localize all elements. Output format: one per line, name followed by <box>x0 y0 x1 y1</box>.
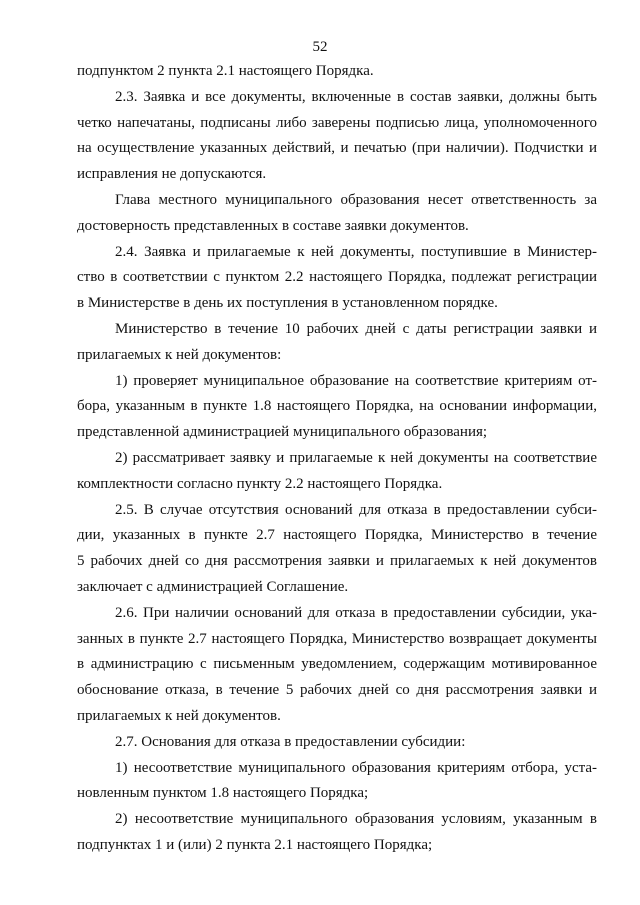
text-line: 1) проверяет муниципальное образование на соответствие критериям от- <box>115 372 597 389</box>
text-line: прилагаемых к ней документов: <box>77 346 282 363</box>
text-line: представленной администрацией муниципального образования; <box>77 424 488 441</box>
text-line: обоснование отказа, в течение 5 рабочих дней со дня рассмотрения заявки и <box>77 682 597 699</box>
text-line: дии, указанных в пункте 2.7 настоящего Порядка, Министерство в течение <box>77 527 597 544</box>
text-line: на осуществление указанных действий, и печатью (при наличии). Подчистки и <box>77 140 597 157</box>
text-line: 2.4. Заявка и прилагаемые к ней документы, поступившие в Министер- <box>115 243 597 260</box>
text-line: достоверность представленных в составе заявки документов. <box>77 217 469 234</box>
text-line: исправления не допускаются. <box>77 166 267 183</box>
document-body <box>77 59 597 859</box>
text-line: Глава местного муниципального образования несет ответственность за <box>115 191 597 208</box>
text-line: Министерство в течение 10 рабочих дней с даты регистрации заявки и <box>115 320 597 337</box>
text-line: ство в соответствии с пунктом 2.2 настоящего Порядка, подлежат регистрации <box>77 269 597 286</box>
text-line: 2.6. При наличии оснований для отказа в предоставлении субсидии, ука- <box>115 604 597 621</box>
text-line: новленным пунктом 1.8 настоящего Порядка; <box>77 785 369 802</box>
text-line: комплектности согласно пункту 2.2 настоящего Порядка. <box>77 475 443 492</box>
page-number: 52 <box>312 39 328 55</box>
text-line: 2.5. В случае отсутствия оснований для отказа в предоставлении субси- <box>115 501 597 518</box>
text-line: 2) несоответствие муниципального образования условиям, указанным в <box>115 811 597 828</box>
text-line: заключает с администрацией Соглашение. <box>77 578 349 595</box>
text-line: 1) несоответствие муниципального образования критериям отбора, уста- <box>115 759 597 776</box>
text-line: 2) рассматривает заявку и прилагаемые к ней документы на соответствие <box>115 449 597 466</box>
text-line: четко напечатаны, подписаны либо заверены подписью лица, уполномоченного <box>77 114 597 131</box>
text-line: 2.7. Основания для отказа в предоставлении субсидии: <box>115 733 466 750</box>
text-line: бора, указанным в пункте 1.8 настоящего Порядка, на основании информации, <box>77 398 597 415</box>
text-line: 2.3. Заявка и все документы, включенные в состав заявки, должны быть <box>115 88 597 105</box>
text-line: в Министерстве в день их поступления в установленном порядке. <box>77 295 498 312</box>
text-line: подпунктах 1 и (или) 2 пункта 2.1 настоящего Порядка; <box>77 836 433 853</box>
text-line: в администрацию с письменным уведомлением, содержащим мотивированное <box>77 656 597 673</box>
text-line: прилагаемых к ней документов. <box>77 707 281 724</box>
text-line: подпунктом 2 пункта 2.1 настоящего Порядка. <box>77 63 374 79</box>
text-line: 5 рабочих дней со дня рассмотрения заявки и прилагаемых к ней документов <box>77 553 597 570</box>
text-line: занных в пункте 2.7 настоящего Порядка, Министерство возвращает документы <box>77 630 597 647</box>
